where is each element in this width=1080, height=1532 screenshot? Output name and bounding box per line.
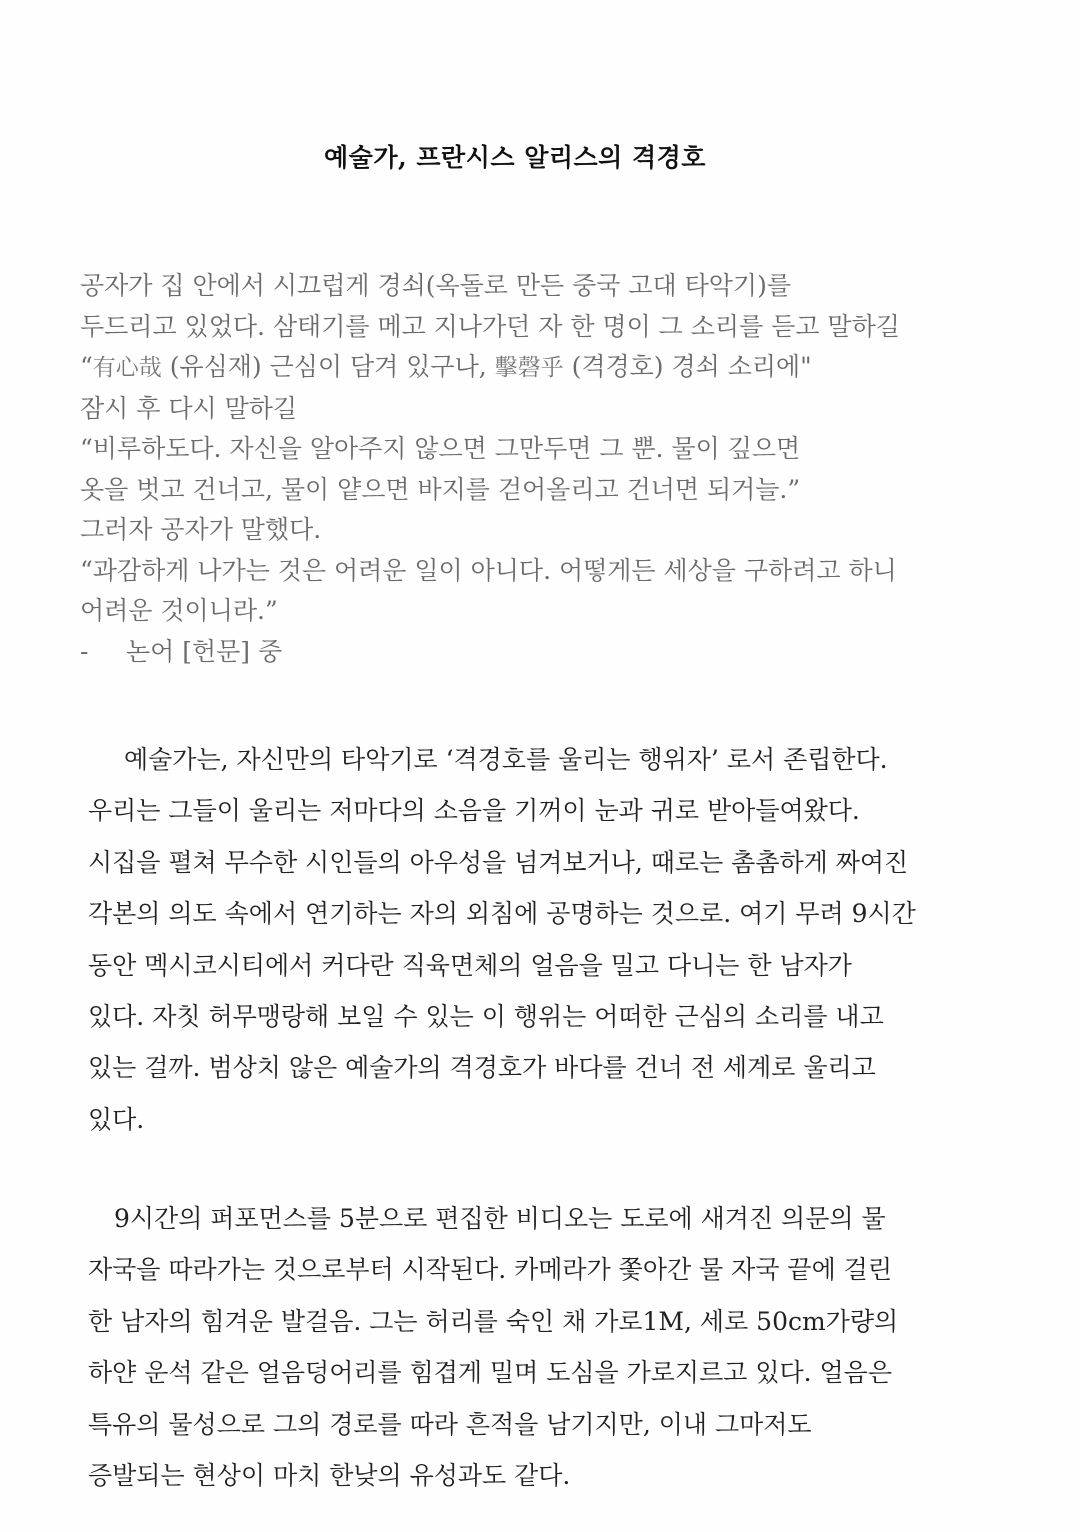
- quote-line-7: 그러자 공자가 말했다.: [80, 515, 322, 544]
- quote-line-1: 공자가 집 안에서 시끄럽게 경쇠(옥돌로 만든 중국 고대 타악기)를: [80, 271, 791, 300]
- paragraph-line: 9시간의 퍼포먼스를 5분으로 편집한 비디오는 도로에 새겨진 의문의 물: [114, 1204, 886, 1233]
- quote-line-2: 두드리고 있었다. 삼태기를 메고 지나가던 자 한 명이 그 소리를 듣고 말하길: [80, 311, 900, 341]
- paragraph-line: 예술가는, 자신만의 타악기로 ‘격경호를 울리는 행위자’ 로서 존립한다.: [124, 745, 888, 774]
- quote-line-3-end: (격경호) 경쇠 소리에": [563, 352, 812, 381]
- hanja-yusimjae: 有心哉: [92, 355, 162, 381]
- source-dash: -: [80, 636, 89, 666]
- paragraph-line: 동안 멕시코시티에서 커다란 직육면체의 얼음을 밀고 다니는 한 남자가: [88, 950, 852, 980]
- paragraph-line: 각본의 의도 속에서 연기하는 자의 외침에 공명하는 것으로. 여기 무려 9시간: [88, 899, 916, 929]
- paragraph-line: 자국을 따라가는 것으로부터 시작된다. 카메라가 쫓아간 물 자국 끝에 걸린: [88, 1255, 892, 1285]
- essay-paragraph-1: [88, 734, 1048, 1145]
- paragraph-line: 있다. 자칫 허무맹랑해 보일 수 있는 이 행위는 어떠한 근심의 소리를 내고: [88, 1002, 884, 1032]
- paragraph-line: 한 남자의 힘겨운 발걸음. 그는 허리를 숙인 채 가로1M, 세로 50cm가량의: [88, 1306, 899, 1336]
- paragraph-line: 있는 걸까. 범상치 않은 예술가의 격경호가 바다를 건너 전 세계로 울리고: [88, 1053, 876, 1083]
- quote-line-5: “비루하도다. 자신을 알아주지 않으면 그만두면 그 뿐. 물이 깊으면: [80, 434, 801, 463]
- paragraph-line: 증발되는 현상이 마치 한낮의 유성과도 같다.: [88, 1461, 571, 1491]
- quote-line-3: [80, 347, 1040, 389]
- quote-line-9: 어려운 것이니라.”: [80, 596, 278, 625]
- paragraph-line: 있다.: [88, 1104, 145, 1134]
- quote-source: [80, 632, 1040, 673]
- paragraph-line: 하얀 운석 같은 얼음덩어리를 힘겹게 밀며 도심을 가로지르고 있다. 얼음은: [88, 1358, 892, 1388]
- quote-open-mark: “: [80, 352, 93, 381]
- hanja-gyeokgyeongho: 擊磬乎: [494, 355, 564, 381]
- paragraph-line: 특유의 물성으로 그의 경로를 따라 흔적을 남기지만, 이내 그마저도: [88, 1409, 812, 1439]
- essay-paragraph-2: [88, 1193, 1048, 1501]
- paragraph-line: 시집을 펼쳐 무수한 시인들의 아우성을 넘겨보거나, 때로는 촘촘하게 짜여진: [88, 847, 909, 877]
- source-text: 논어 [헌문] 중: [126, 636, 283, 666]
- quote-line-6: 옷을 벗고 건너고, 물이 얕으면 바지를 걷어올리고 건너면 되거늘.”: [80, 474, 801, 504]
- quote-line-4: 잠시 후 다시 말하길: [80, 393, 298, 423]
- document-title: 예술가, 프란시스 알리스의 격경호: [324, 143, 706, 172]
- quote-line-3-mid: (유심재) 근심이 담겨 있구나,: [161, 352, 495, 381]
- quote-line-8: “과감하게 나가는 것은 어려운 일이 아니다. 어떻게든 세상을 구하려고 하니: [80, 555, 897, 585]
- paragraph-line: 우리는 그들이 울리는 저마다의 소음을 기꺼이 눈과 귀로 받아들여왔다.: [88, 796, 860, 826]
- analects-quote: [80, 266, 1040, 672]
